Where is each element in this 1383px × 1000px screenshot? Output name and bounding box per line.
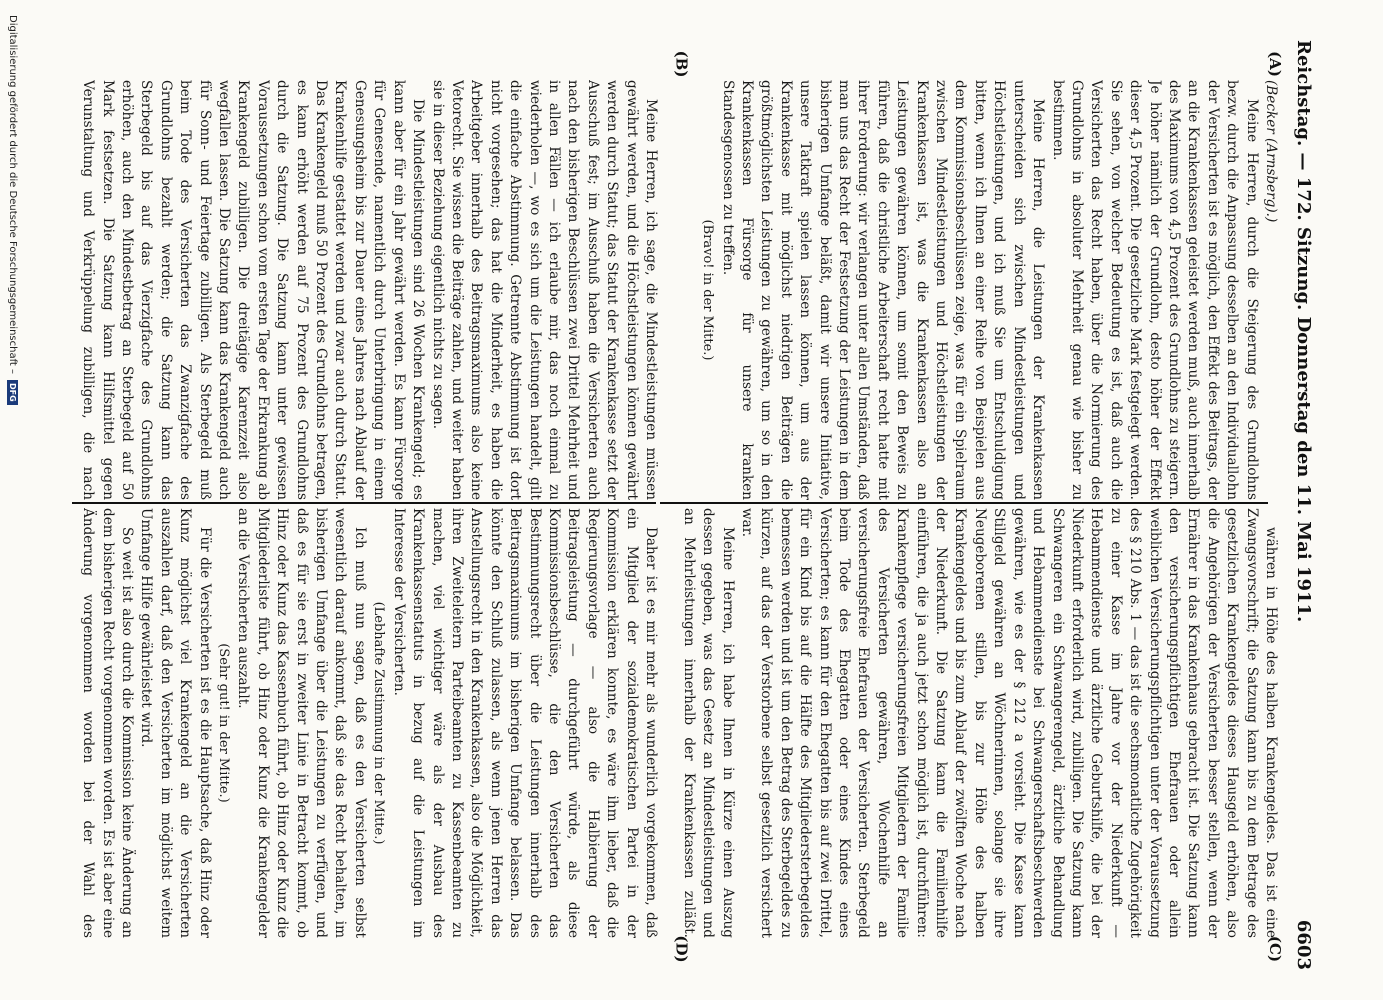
margin-mark-a: (A) [1265, 51, 1284, 77]
footer-credit: Digitalisierung gefördert durch die Deutsche Forschungsgemeinschaft – [7, 15, 18, 375]
interjection: (Sehr gut! in der Mitte.) [216, 643, 232, 803]
paragraph: Die Mindestleistungen sind 26 Wochen Krankengeld; es kann aber für ein Jahr gewährt werden. Es kann Fürsorge für Genesende, namentlich durch Unterbringung in einem Genesungsheim bis zur Dauer eines Jahres nach Ablauf der Krankenhilfe gestattet werden und zwar auch durch Statut. Das Krankengeld muß 50 Prozent des Grundlohns betragen, es kann erhöht werden auf 75 Prozent des Grundlohns durch die Satzung. Die Satzung kann unter gewissen Voraussetzungen schon vom ersten Tage der Erkrankung ab Krankengeld zubilligen. Die dreitägige Karenzzeit also wegfallen lassen. Die Satzung kann das Krankengeld auch für Sonn- und Feiertage zubilligen. Als Sterbegeld muß beim Tode des Versicherten das Zwanzigfache des Grundlohns bezahlt werden; die Satzung kann das Sterbegeld bis auf das Vierzigfache des Grundlohns erhöhen, auch den Mindestbetrag an Sterbegeld auf 50 Mark festsetzen. Die Satzung kann Hilfsmittel gegen Verunstaltung und Verkrüppelung zubilligen, die nach [80, 80, 427, 500]
paragraph: Daher ist es mir mehr als wunderlich vorgekommen, daß ein Mitglied der sozialdemokratischen Partei in der Kommission erklären konnte, es wäre ihm lieber, daß die Regierungsvorlage — also die Halbierung der Beitragsleistung — durchgeführt würde, als diese Kommissionsbeschlüsse, die den Versicherten das Bestimmungsrecht über die Leistungen innerhalb des Beitragsmaximums im bisherigen Umfange belassen. Das könnte den Schluß zulassen, als wenn jenen Herren das Anstellungsrecht in den Krankenkassen, also die Möglichkeit, ihren Zweiteleitern Parteibeamten zu Kassenbeamten zu machen, viel wichtiger wäre als der Ausbau des Krankenkassenstatuts in bezug auf die Leistungen im Interesse der Versicherten. [390, 508, 659, 938]
column-right-lower [680, 508, 1280, 938]
interjection: (Lebhafte Zustimmung in der Mitte.) [371, 601, 387, 845]
paragraph: Für die Versicherten ist es die Hauptsache, daß Hinz oder Kunz möglichst viel Krankengeld an die Versicherten auszahlen darf, daß den Versicherten im möglichst weitem Umfange Hilfe gewährleistet wird. [138, 508, 213, 938]
margin-mark-c: (C) [1266, 935, 1285, 963]
margin-mark-d: (D) [672, 935, 691, 963]
paragraph: Meine Herren, ich sage, die Mindestleistungen müssen gewährt werden, und die Höchstleistungen können gewährt werden durch Statut; das Statut der Krankenkasse setzt der Ausschuß fest; im Ausschuß haben die Versicherten auch nach den bisherigen Beschlüssen zwei Drittel Mehrheit und in allen Fällen — ich erlaube mir, das noch einmal zu wiederholen —, wo es sich um die Leistungen handelt, gilt die einfache Abstimmung. Getrennte Abstimmung ist dort nicht vorgesehen; das hat die Minderheit, es haben die Arbeitgeber innerhalb des Beitragsmaximums also keine Vetorecht. Sie wissen die Beiträge zahlen, und weiter haben sie in dieser Beziehung eigentlich nichts zu sagen. [429, 80, 659, 500]
column-left-lower [80, 508, 660, 938]
column-left-upper [80, 80, 660, 500]
interjection: (Bravo! in der Mitte.) [700, 219, 716, 361]
digitization-footer [0, 0, 20, 1000]
page-number: 6603 [1293, 919, 1315, 970]
paragraph: Meine Herren, durch die Steigerung des Grundlohns bezw. durch die Anpassung desselben an den Individuallohn der Versicherten ist es möglich, den Effekt des Beitrags, der an die Krankenkassen geleistet werden muß, auch innerhalb des Maximums von 4,5 Prozent des Grundlohns zu steigern. Je höher nämlich der Grundlohn, desto höher der Effekt dieser 4,5 Prozent. Die gesetzliche Mark festgelegt werden. Sie sehen, von welcher Bedeutung es ist, daß auch die Versicherten das Recht haben, über die Normierung des Grundlohns in absoluter Mehrheit genau wie bisher zu bestimmen. [1049, 80, 1260, 500]
column-divider-left [72, 502, 656, 504]
header-title: Reichstag. — 172. Sitzung. Donnerstag den 11. Mai 1911. [1293, 40, 1315, 623]
column-divider-right [660, 502, 1268, 504]
paragraph: Meine Herren, die Leistungen der Krankenkassen unterscheiden sich zwischen Mindestleistungen und Höchstleistungen, und ich muß Sie um Entschuldigung bitten, wenn ich Ihnen an einer Reihe von Beispielen aus dem Kommissionsbeschlüssen zeige, was für ein Spielraum zwischen Mindestleistungen und Höchstleistungen der Krankenkassen ist, was die Krankenkassen also an Leistungen gewähren können, um somit den Beweis zu führen, daß die christliche Arbeiterschaft recht hatte mit ihrer Forderung: wir verlangen unter allen Umständen, daß man uns das Recht der Festsetzung der Leistungen in dem bisherigen Umfange beläßt, damit wir unsere Initiative, unsere Tatkraft spielen lassen können, um aus der Krankenkasse mit möglichst niedrigen Beiträgen die größtmöglichsten Leistungen zu gewähren, um so in den Krankenkassen Fürsorge für unsere kranken Standesgenossen zu treffen. [719, 80, 1047, 500]
column-right-upper [680, 80, 1280, 500]
dfg-logo: DFG [7, 380, 18, 405]
paragraph: So weit ist also durch die Kommission keine Änderung an dem bisherigen Recht vorgenommen worden. Es ist aber eine Änderung vorgenommen worden bei der Wahl des [80, 508, 136, 938]
paragraph: Ich muß nun sagen, daß es den Versicherten selbst wesentlich darauf ankommt, daß sie das Recht behalten, im bisherigen Umfange über die Leistungen zu verfügen, und daß es für sie erst in zweiter Linie in Betracht kommt, ob Hinz oder Kunz das Kassenbuch führt, ob Hinz oder Kunz die Mitgliederliste führt, ob Hinz oder Kunz die Krankengelder an die Versicherten auszahlt. [235, 508, 368, 938]
paragraph: währen in Höhe des halben Krankengeldes. Das ist eine Zwangsvorschrift; die Satzung kann bis zu dem Betrage des gesetzlichen Krankengeldes dieses Hausgeld erhöhen, also die Angehörigen der Versicherten besser stellen, wenn der Ernährer in das Krankenhaus gebracht ist. Die Satzung kann den versicherungspflichtigen Ehefrauen oder allein weiblichen Versicherungspflichtigen unter der Voraussetzung des § 210 Abs. 1 — das ist die sechsmonatliche Zugehörigkeit zu einer Kasse im Jahre vor der Niederkunft — Hebammendienste und ärztliche Geburtshilfe, die bei der Niederkunft erforderlich wird, zubilligen. Die Satzung kann Schwangeren ein Schwangerengeld, ärztliche Behandlung und Hebammendienste bei Schwangerschaftsbeschwerden gewähren, wie es der § 212 a vorsieht. Die Kasse kann Stillgeld gewähren an Wöchnerinnen, solange sie ihre Neugeborenen stillen, bis zur Höhe des halben Krankengeldes und bis zum Ablauf der zwölften Woche nach der Niederkunft. Die Satzung kann die Familienhilfe einführen, die ja auch jetzt schon möglich ist, durchführen: Krankenpflege versicherungsfreien Mitgliedern der Familie des Versicherten gewähren, Wochenhilfe an versicherungsfreie Ehefrauen der Versicherten. Sterbegeld beim Tode des Ehegatten oder eines Kindes eines Versicherten; es kann für den Ehegatten bis auf zwei Drittel, für ein Kind bis auf die Hälfte des Mitgliedersterbegeldes bemessen werden und ist um den Betrag des Sterbegeldes zu kürzen, auf das der Verstorbene selbst gesetzlich versichert war. [739, 508, 1279, 938]
paragraph: Meine Herren, ich habe Ihnen in Kürze einen Auszug dessen gegeben, was das Gesetz an Mindestleistungen und an Mehrleistungen innerhalb der Krankenkassen zuläßt. [680, 508, 736, 938]
running-header [1290, 40, 1318, 970]
speaker-label: (Becker (Arnsberg).) [1263, 80, 1279, 223]
margin-mark-b: (B) [672, 50, 691, 78]
